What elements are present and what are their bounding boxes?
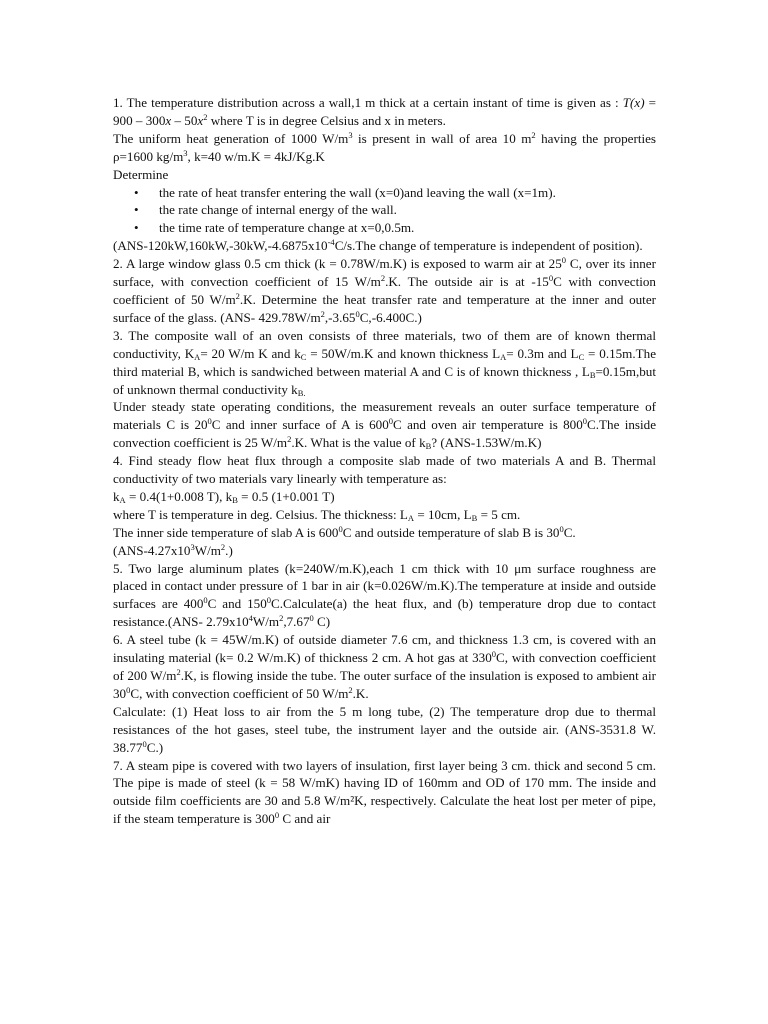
problem-4-answer: $(ANS-4.27x10^3W/m^2.)$ (113, 541, 233, 558)
problem-4-thickness: where T is temperature in deg. Celsius. The thickness: $L_A = 10cm$, $L_B = 5$ cm. (113, 506, 521, 523)
heat-generation-line: The uniform heat generation of 1000 $W/m^3$ is present in wall of area 10 $m^2$ having the properties ρ=1600 $kg/m^3$, k=40 w/m.K = 4kJ/Kg.K (113, 129, 656, 164)
problem-1-text: 1. The temperature distribution across a wall,1 m thick at a certain instant of time is given as : $T(x) = 900 - 300x - 50x^2$ where T is in degree Celsius and x in meters. (113, 95, 657, 128)
problem-4-text: 4. Find steady flow heat flux through a composite slab made of two materials A and B. Thermal conductivity of two materials vary linearly with temperature as: (113, 453, 656, 487)
determine-label: Determine (113, 166, 169, 182)
problem-6-text: 6. A steel tube (k = 45W/m.K) of outside diameter 7.6 cm, and thickness 1.3 cm, is covered with an insulating material (k= 0.2 W/m.K) of thickness 2 cm. A hot gas at $330^0C$, with convection coefficient of 200 $W/m^2.K$, is flowing inside the tube. The outer surface of the insulation is exposed to ambient air $30^0C$, with convection coefficient of 50 $W/m^2.K$. (113, 632, 656, 701)
list-item: • the time rate of temperature change at x=0,0.5m. (113, 219, 656, 237)
document-page (113, 94, 656, 828)
problem-5-text: 5. Two large aluminum plates (k=240W/m.K),each 1 cm thick with 10 μm surface roughness are placed in contact under pressure of 1 bar in air (k=0.026W/m.K).The temperature at inside and outside surfaces are $400^0C$ and $150^0C.Calculate(a)$ the heat flux, and (b) temperature drop due to contact resistance.(ANS- $2.79x10^4W/m^2,7.67^0$ C) (113, 560, 656, 630)
problem-7-text: 7. A steam pipe is covered with two layers of insulation, first layer being 3 cm. thick and second 5 cm. The pipe is made of steel (k = 58 W/mK) having ID of 160mm and OD of 170 mm. The inside and outside film coefficients are 30 and 5.8 W/m²K, respectively. Calculate the heat lost per meter of pipe, if the steam temperature is $300^0$ C and air (113, 757, 656, 827)
determine-list (113, 184, 656, 238)
problem-3-conditions: Under steady state operating conditions, the measurement reveals an outer surface temperature of materials C is $20^0C$ and inner surface of A is $600^0C$ and oven air temperature is $800^0C.The$ inside convection coefficient is 25 $W/m^2.K$. What is the value of $k_B$? (ANS-1.53W/m.K) (113, 399, 657, 452)
problem-2-text: 2. A large window glass 0.5 cm thick (k = 0.78W/m.K) is exposed to warm air at $25^0$ C, over its inner surface, with convection coefficient of 15 $W/m^2.K$. The outside air is at $-15^0C$ with convection coefficient of 50 $W/m^2.K$. Determine the heat transfer rate and temperature at the inner and outer surface of the glass. (ANS- $429.78W/m^2,-3.65^0C,-6.400C$.) (113, 255, 656, 325)
problem-6-calculate: Calculate: (1) Heat loss to air from the 5 m long tube, (2) The temperature drop due to thermal resistances of the hot gases, steel tube, the instrument layer and the outside air. (ANS-3531.8 W. 38.77$^0$C.) (113, 703, 656, 755)
list-item: • the rate change of internal energy of the wall. (113, 201, 656, 219)
problem-3-text: 3. The composite wall of an oven consists of three materials, two of them are of known thermal conductivity, $K_A= 20$ W/m K and $k_C = 50W/m.K$ and known thickness $L_A= 0.3m$ and $L_C = 0.15m.The$ third material B, which is sandwiched between material A and C is of known thickness , $L_B=0.15m,but$ of unknown thermal conductivity $k_{B.}$ (113, 327, 657, 398)
equation: T(x) (622, 95, 645, 110)
list-item: • the rate of heat transfer entering the wall (x=0)and leaving the wall (x=1m). (113, 184, 656, 202)
problem-1-answer: ($ANS-120kW,160kW,-30kW,-4.6875x10^{-4}C/s.The$ change of temperature is independent of position). (113, 237, 643, 254)
problem-4-temperatures: The inner side temperature of slab A is $600^0C$ and outside temperature of slab B is $30^0C$. (113, 523, 576, 540)
problem-4-conductivity: $k_A = 0.4(1+0.008$ T), $k_B = 0.5$ (1+0.001 T) (113, 488, 335, 505)
